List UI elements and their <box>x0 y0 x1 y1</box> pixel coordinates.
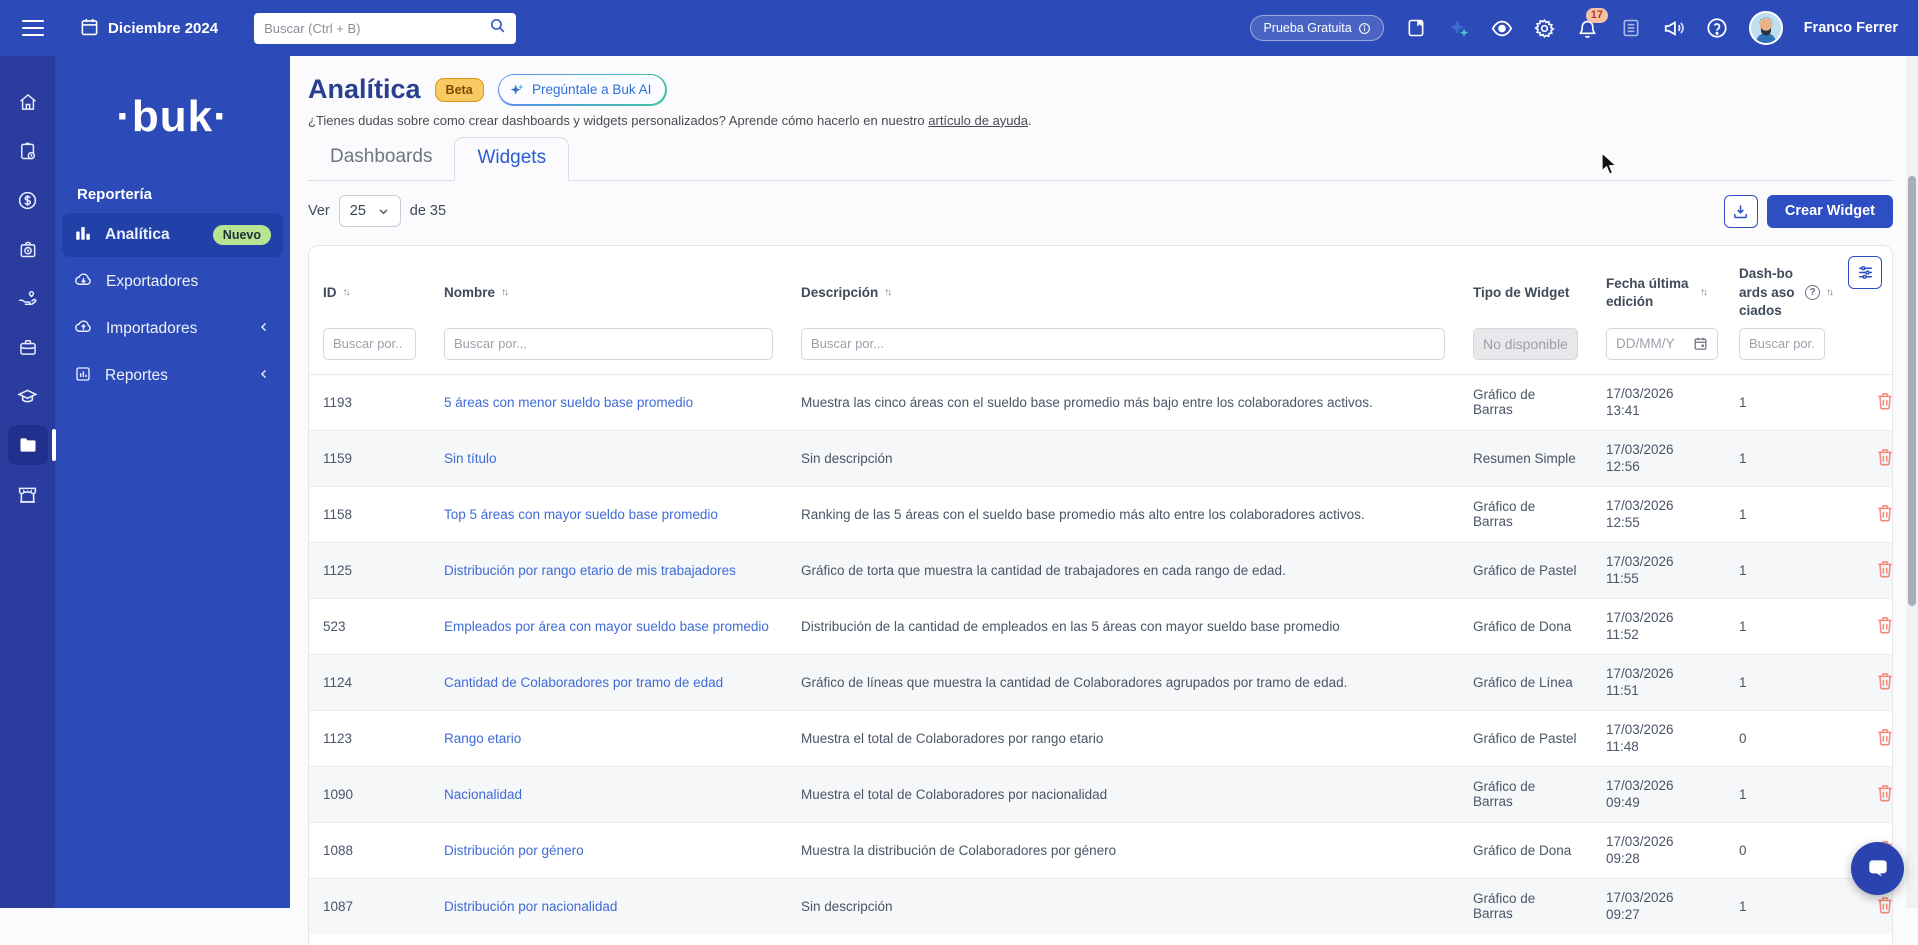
cell-dashboards: 1 <box>1725 503 1847 526</box>
filter-dashboards[interactable] <box>1739 328 1825 360</box>
dollar-circle-icon[interactable] <box>8 180 48 220</box>
calendar-icon <box>80 17 99 40</box>
cell-id: 1159 <box>309 447 430 470</box>
sliders-icon <box>1857 264 1874 281</box>
eye-icon[interactable] <box>1491 17 1513 39</box>
cell-actions <box>1847 555 1893 586</box>
delete-icon[interactable] <box>1875 727 1893 747</box>
tab-bar <box>308 137 1893 181</box>
sort-icon[interactable]: ↑↓ <box>1700 287 1706 298</box>
cell-descripcion: Gráfico de líneas que muestra la cantidad de Colaboradores agrupados por tramo de edad. <box>787 671 1459 694</box>
user-name[interactable]: Franco Ferrer <box>1804 20 1898 36</box>
cell-tipo: Gráfico de Pastel <box>1459 727 1592 750</box>
bag-clock-icon[interactable] <box>8 229 48 269</box>
cell-tipo: Gráfico de Dona <box>1459 615 1592 638</box>
help-icon[interactable] <box>1706 17 1728 39</box>
cell-actions <box>1847 611 1893 642</box>
cell-nombre <box>430 559 787 582</box>
create-widget-button[interactable]: Crear Widget <box>1767 195 1893 228</box>
col-header-nombre: Nombre ↑↓ <box>430 285 787 300</box>
delete-icon[interactable] <box>1875 503 1893 523</box>
cell-descripcion: Ranking de las 5 áreas con el sueldo base promedio más alto entre los colaboradores activos. <box>787 503 1459 526</box>
sort-icon[interactable]: ↑↓ <box>343 287 349 298</box>
col-header-descripcion: Descripción ↑↓ <box>787 285 1459 300</box>
cell-dashboards: 1 <box>1725 895 1847 918</box>
info-icon <box>1358 22 1371 35</box>
cell-descripcion: Gráfico de torta que muestra la cantidad de trabajadores en cada rango de edad. <box>787 559 1459 582</box>
free-trial-button[interactable] <box>1250 15 1383 41</box>
widget-name-link[interactable]: Nacionalidad <box>444 787 522 802</box>
cell-fecha: 17/03/2026 11:51 <box>1592 661 1725 704</box>
filter-descripcion[interactable] <box>801 328 1445 360</box>
chevron-down-icon <box>377 205 390 218</box>
table-row <box>309 710 1892 766</box>
cell-actions <box>1847 667 1893 698</box>
cell-tipo: Gráfico de Línea <box>1459 671 1592 694</box>
filter-fecha[interactable]: DD/MM/Y <box>1606 328 1718 360</box>
table-row <box>309 374 1892 430</box>
sidebar-section-label: Reportería <box>77 186 290 203</box>
sidebar-item-importadores[interactable] <box>62 307 283 351</box>
search-input[interactable] <box>264 21 489 36</box>
column-settings-button[interactable] <box>1848 256 1882 289</box>
filter-id-input[interactable] <box>333 336 406 351</box>
scrollbar-thumb[interactable] <box>1908 176 1916 606</box>
chevron-left-icon[interactable] <box>257 320 271 339</box>
cell-descripcion: Muestra la distribución de Colaboradores por género <box>787 839 1459 862</box>
cell-nombre <box>430 839 787 862</box>
calendar-icon <box>1693 336 1708 351</box>
icon-rail <box>0 56 55 908</box>
tab-dashboards[interactable]: Dashboards <box>308 137 454 180</box>
cell-actions <box>1847 891 1893 922</box>
cell-dashboards: 1 <box>1725 671 1847 694</box>
graduation-cap-icon[interactable] <box>8 376 48 416</box>
cell-nombre <box>430 895 787 918</box>
delete-icon[interactable] <box>1875 559 1893 579</box>
cell-actions <box>1847 443 1893 474</box>
cloud-upload-icon <box>74 317 93 341</box>
cell-dashboards: 1 <box>1725 447 1847 470</box>
cell-id: 1088 <box>309 839 430 862</box>
table-row <box>309 486 1892 542</box>
sidebar-item-reportes[interactable] <box>62 354 283 398</box>
delete-icon[interactable] <box>1875 895 1893 915</box>
cell-descripcion: Muestra el total de Colaboradores por nacionalidad <box>787 783 1459 806</box>
scrollbar[interactable] <box>1906 56 1918 908</box>
cell-tipo: Gráfico de Pastel <box>1459 559 1592 582</box>
filter-nombre[interactable] <box>444 328 773 360</box>
cell-tipo: Gráfico de Barras <box>1459 775 1592 813</box>
cell-fecha: 17/03/2026 12:55 <box>1592 493 1725 536</box>
cell-id: 1087 <box>309 895 430 918</box>
filter-row <box>309 324 1892 374</box>
free-trial-label: Prueba Gratuita <box>1263 21 1351 35</box>
help-circle-icon[interactable]: ? <box>1805 285 1820 300</box>
cell-dashboards: 0 <box>1725 839 1847 862</box>
table-row <box>309 766 1892 822</box>
filter-tipo-disabled: No disponible <box>1473 328 1578 360</box>
table-row <box>309 598 1892 654</box>
download-button[interactable] <box>1724 195 1758 228</box>
cell-tipo: Resumen Simple <box>1459 447 1592 470</box>
ask-buk-ai-button[interactable] <box>498 74 667 106</box>
widgets-table <box>308 245 1893 945</box>
table-row <box>309 822 1892 878</box>
sidebar-item-label: Exportadores <box>106 273 198 291</box>
main-content <box>290 56 1918 908</box>
help-article-link[interactable]: artículo de ayuda <box>928 113 1028 128</box>
megaphone-icon[interactable] <box>1663 17 1685 39</box>
report-icon <box>74 365 92 388</box>
bar-chart-icon <box>74 224 92 247</box>
cell-descripcion: Muestra las cinco áreas con el sueldo base promedio más bajo entre los colaboradores activos. <box>787 391 1459 414</box>
widget-name-link[interactable]: Distribución por nacionalidad <box>444 899 617 914</box>
cell-id: 1124 <box>309 671 430 694</box>
tab-widgets[interactable]: Widgets <box>454 137 569 181</box>
cell-fecha: 17/03/2026 09:49 <box>1592 773 1725 816</box>
sparkles-icon[interactable] <box>1448 17 1470 39</box>
cell-nombre <box>430 503 787 526</box>
delete-icon[interactable] <box>1875 615 1893 635</box>
cell-id: 1125 <box>309 559 430 582</box>
buk-logo: ·buk· <box>55 92 290 142</box>
cell-tipo: Gráfico de Barras <box>1459 887 1592 925</box>
hamburger-icon[interactable] <box>22 15 44 41</box>
sidebar-item-exportadores[interactable] <box>62 260 283 304</box>
cell-actions <box>1847 723 1893 754</box>
delete-icon[interactable] <box>1875 671 1893 691</box>
cell-id: 1158 <box>309 503 430 526</box>
chat-button[interactable] <box>1851 842 1904 895</box>
cell-id: 523 <box>309 615 430 638</box>
filter-id[interactable] <box>323 328 416 360</box>
folder-icon[interactable] <box>8 425 48 465</box>
sidebar-item-label: Analítica <box>105 226 170 244</box>
cell-dashboards: 0 <box>1725 727 1847 750</box>
period-label: Diciembre 2024 <box>108 20 218 37</box>
search-icon[interactable] <box>489 17 506 39</box>
global-search[interactable] <box>254 13 516 44</box>
cell-dashboards: 1 <box>1725 559 1847 582</box>
table-row <box>309 542 1892 598</box>
sort-icon[interactable]: ↑↓ <box>884 287 890 298</box>
col-header-fecha: Fecha última edición ↑↓ <box>1592 275 1725 311</box>
cell-actions <box>1847 499 1893 530</box>
widget-name-link[interactable]: Rango etario <box>444 731 521 746</box>
beta-badge: Beta <box>435 78 484 102</box>
cell-nombre <box>430 783 787 806</box>
period-selector[interactable] <box>80 17 218 40</box>
cell-dashboards: 1 <box>1725 783 1847 806</box>
cell-id: 1193 <box>309 391 430 414</box>
document-icon[interactable] <box>1620 17 1642 39</box>
chevron-left-icon[interactable] <box>257 367 271 386</box>
widget-name-link[interactable]: Empleados por área con mayor sueldo base promedio <box>444 619 769 634</box>
delete-icon[interactable] <box>1875 783 1893 803</box>
sort-icon[interactable]: ↑↓ <box>1826 287 1832 298</box>
download-icon <box>1732 203 1749 220</box>
avatar[interactable] <box>1749 11 1783 45</box>
notification-badge: 17 <box>1586 8 1608 23</box>
sidebar <box>55 56 290 908</box>
sort-icon[interactable]: ↑↓ <box>501 287 507 298</box>
delete-icon[interactable] <box>1875 447 1893 467</box>
sidebar-item-label: Reportes <box>105 367 168 385</box>
sidebar-item-analitica[interactable] <box>62 213 283 257</box>
cell-nombre <box>430 727 787 750</box>
ver-label: Ver <box>308 203 330 219</box>
cell-descripcion: Muestra el total de Colaboradores por rango etario <box>787 727 1459 750</box>
cell-fecha: 17/03/2026 11:48 <box>1592 717 1725 760</box>
hand-heart-icon[interactable] <box>8 278 48 318</box>
cell-nombre <box>430 447 787 470</box>
briefcase-icon[interactable] <box>8 327 48 367</box>
cell-actions <box>1847 779 1893 810</box>
widget-name-link[interactable]: Sin título <box>444 451 497 466</box>
widget-name-link[interactable]: Top 5 áreas con mayor sueldo base promedio <box>444 507 718 522</box>
filter-nombre-input[interactable] <box>454 336 763 351</box>
cell-dashboards: 1 <box>1725 391 1847 414</box>
cell-fecha: 17/03/2026 11:52 <box>1592 605 1725 648</box>
table-header-row <box>309 246 1892 324</box>
table-body <box>309 374 1892 934</box>
ask-buk-ai-label: Pregúntale a Buk AI <box>532 82 651 97</box>
delete-icon[interactable] <box>1875 391 1893 411</box>
cell-id: 1123 <box>309 727 430 750</box>
cell-fecha: 17/03/2026 11:55 <box>1592 549 1725 592</box>
page-title: Analítica <box>308 74 421 105</box>
page-size-value: 25 <box>350 203 366 219</box>
cell-nombre <box>430 671 787 694</box>
table-row <box>309 654 1892 710</box>
col-header-tipo: Tipo de Widget <box>1459 285 1592 300</box>
cell-tipo: Gráfico de Barras <box>1459 383 1592 421</box>
chat-bubble-icon <box>1865 856 1891 882</box>
cell-tipo: Gráfico de Dona <box>1459 839 1592 862</box>
clipboard-clock-icon[interactable] <box>8 131 48 171</box>
topbar <box>0 0 1918 56</box>
cell-fecha: 17/03/2026 09:28 <box>1592 829 1725 872</box>
help-text: ¿Tienes dudas sobre como crear dashboards y widgets personalizados? Aprende cómo hacerlo en nuestro artículo de ayuda. <box>308 113 1893 128</box>
widget-name-link[interactable]: Distribución por género <box>444 843 584 858</box>
widget-name-link[interactable]: 5 áreas con menor sueldo base promedio <box>444 395 693 410</box>
cell-fecha: 17/03/2026 13:41 <box>1592 381 1725 424</box>
cell-fecha: 17/03/2026 12:56 <box>1592 437 1725 480</box>
cell-descripcion: Sin descripción <box>787 895 1459 918</box>
page-size-select[interactable] <box>339 195 401 227</box>
cell-nombre <box>430 615 787 638</box>
sparkle-icon <box>509 82 525 98</box>
filter-descripcion-input[interactable] <box>811 336 1435 351</box>
cell-dashboards: 1 <box>1725 615 1847 638</box>
col-header-dashboards: Dash-boards asociados ? ↑↓ <box>1725 265 1847 320</box>
cloud-download-icon <box>74 270 93 294</box>
gear-icon[interactable] <box>1534 17 1556 39</box>
widget-name-link[interactable]: Distribución por rango etario de mis trabajadores <box>444 563 736 578</box>
sidebar-item-label: Importadores <box>106 320 197 338</box>
cell-actions <box>1847 387 1893 418</box>
cell-descripcion: Distribución de la cantidad de empleados en las 5 áreas con mayor sueldo base promedio <box>787 615 1459 638</box>
bell-icon[interactable] <box>1577 17 1599 39</box>
cell-nombre <box>430 391 787 414</box>
filter-dashboards-input[interactable] <box>1749 336 1815 351</box>
table-row <box>309 878 1892 934</box>
col-header-id: ID ↑↓ <box>309 285 430 300</box>
home-icon[interactable] <box>8 82 48 122</box>
bookmark-icon[interactable] <box>1405 17 1427 39</box>
table-row <box>309 430 1892 486</box>
cell-fecha: 17/03/2026 09:27 <box>1592 885 1725 928</box>
cell-descripcion: Sin descripción <box>787 447 1459 470</box>
widget-name-link[interactable]: Cantidad de Colaboradores por tramo de edad <box>444 675 723 690</box>
cell-id: 1090 <box>309 783 430 806</box>
nuevo-badge: Nuevo <box>213 225 271 245</box>
storefront-icon[interactable] <box>8 474 48 514</box>
cell-tipo: Gráfico de Barras <box>1459 495 1592 533</box>
total-count-label: de 35 <box>410 203 446 219</box>
